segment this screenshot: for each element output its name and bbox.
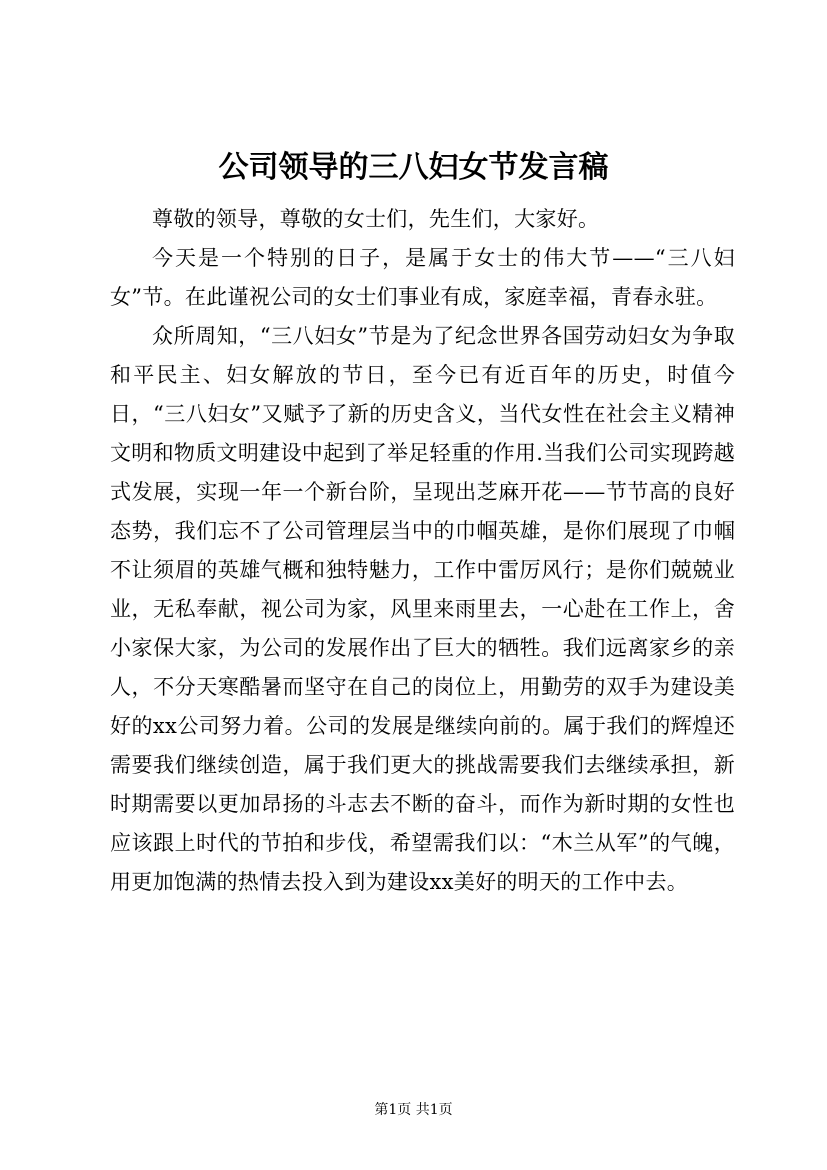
document-title: 公司领导的三八妇女节发言稿 (218, 150, 609, 185)
main-speech-paragraph: 众所周知，“三八妇女”节是为了纪念世界各国劳动妇女为争取和平民主、妇女解放的节日，至今已有近百年的历史，时值今日，“三八妇女”又赋予了新的历史含义，当代女性在社会主义精神文明和物质文明建设中起到了举足轻重的作用.当我们公司实现跨越式发展，实现一年一个新台阶，呈现出芝麻开花——节节高的良好态势，我们忘不了公司管理层当中的巾帼英雄，是你们展现了巾帼不让须眉的英雄气概和独特魅力，工作中雷厉风行；是你们兢兢业业，无私奉献，视公司为家，风里来雨里去，一心赴在工作上，舍小家保大家，为公司的发展作出了巨大的牺牲。我们远离家乡的亲人，不分天寒酷暑而坚守在自己的岗位上，用勤劳的双手为建设美好的xx公司努力着。公司的发展是继续向前的。属于我们的辉煌还需要我们继续创造，属于我们更大的挑战需要我们去继续承担，新时期需要以更加昂扬的斗志去不断的奋斗，而作为新时期的女性也应该跟上时代的节拍和步伐，希望需我们以：“木兰从军”的气魄，用更加饱满的热情去投入到为建设xx美好的明天的工作中去。 (110, 324, 735, 894)
page-number-footer: 第1页 共1页 (374, 1102, 453, 1118)
holiday-wish-paragraph: 今天是一个特别的日子，是属于女士的伟大节——“三八妇女”节。在此谨祝公司的女士们事业有成，家庭幸福，青春永驻。 (110, 246, 735, 309)
greeting-paragraph: 尊敬的领导，尊敬的女士们，先生们，大家好。 (152, 207, 600, 231)
document-body (110, 200, 735, 902)
